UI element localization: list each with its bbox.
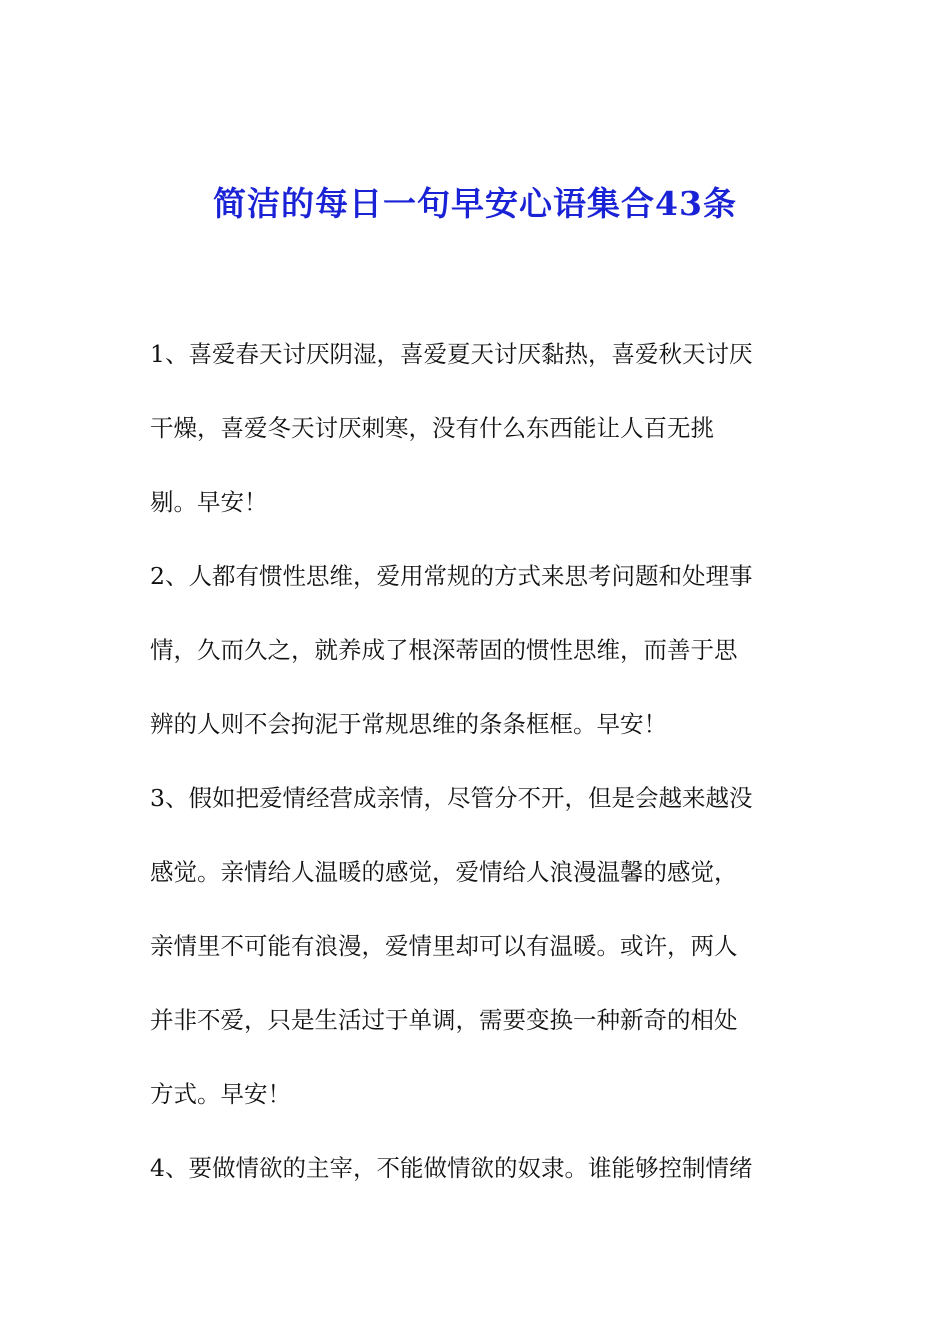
text-line: 亲情里不可能有浪漫，爱情里却可以有温暖。或许，两人 <box>150 932 738 960</box>
text-line: 并非不爱，只是生活过于单调，需要变换一种新奇的相处 <box>150 1006 738 1034</box>
text-line: 干燥，喜爱冬天讨厌刺寒，没有什么东西能让人百无挑 <box>150 414 714 442</box>
text-line: 方式。早安！ <box>150 1080 291 1108</box>
text-line: 3、假如把爱情经营成亲情，尽管分不开，但是会越来越没 <box>150 784 753 812</box>
text-line: 剔。早安！ <box>150 488 268 516</box>
document-body <box>150 330 805 1218</box>
text-line: 辨的人则不会拘泥于常规思维的条条框框。早安！ <box>150 710 667 738</box>
text-line: 4、要做情欲的主宰，不能做情欲的奴隶。谁能够控制情绪 <box>150 1154 753 1182</box>
document-title: 简洁的每日一句早安心语集合43条 <box>213 184 737 223</box>
text-line: 感觉。亲情给人温暖的感觉，爱情给人浪漫温馨的感觉， <box>150 858 738 886</box>
text-line: 情，久而久之，就养成了根深蒂固的惯性思维，而善于思 <box>150 636 738 664</box>
text-line: 1、喜爱春天讨厌阴湿，喜爱夏天讨厌黏热，喜爱秋天讨厌 <box>150 340 753 368</box>
text-line: 2、人都有惯性思维，爱用常规的方式来思考问题和处理事 <box>150 562 753 590</box>
